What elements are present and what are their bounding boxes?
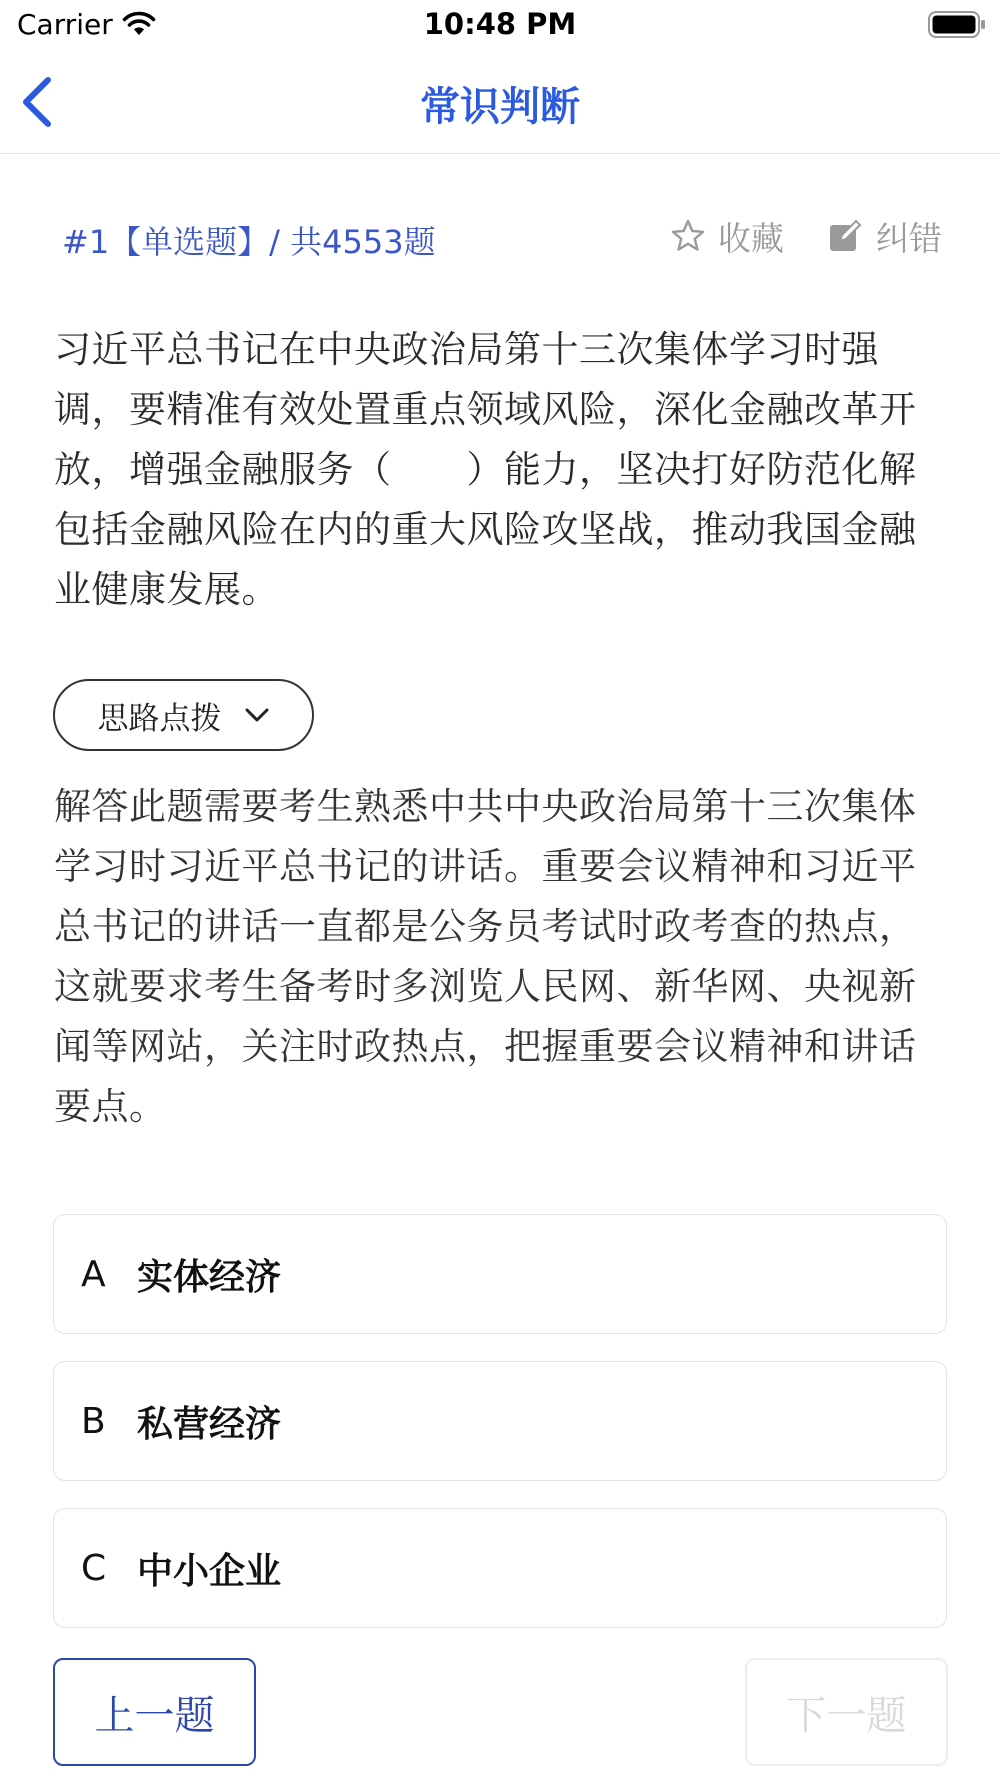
nav-bar (0, 50, 1000, 154)
hint-analysis-text: 解答此题需要考生熟悉中共中央政治局第十三次集体学习时习近平总书记的讲话。重要会议精神和习近平总书记的讲话一直都是公务员考试时政考查的热点，这就要求考生备考时多浏览人民网、新华网、央视新闻等网站，关注时政热点，把握重要会议精神和讲话要点。 (54, 785, 917, 1128)
option-c[interactable] (53, 1508, 947, 1628)
option-text: 中小企业 (137, 1550, 282, 1592)
next-question-button: 下一题 (745, 1658, 948, 1766)
report-error-button[interactable] (828, 214, 942, 258)
battery-icon (928, 11, 986, 38)
question-text: 习近平总书记在中央政治局第十三次集体学习时强调，要精准有效处置重点领域风险，深化金融改革开放，增强金融服务（ ）能力，坚决打好防范化解包括金融风险在内的重大风险攻坚战，推动我国金融业健康发展。 (54, 328, 917, 611)
carrier-label: Carrier (17, 8, 113, 41)
chevron-down-icon (244, 706, 270, 724)
question-meta: #1【单选题】/ 共4553题 (62, 223, 436, 261)
hint-label: 思路点拨 (97, 700, 222, 737)
option-letter: B (81, 1400, 106, 1442)
favorite-button[interactable] (670, 214, 784, 258)
favorite-label: 收藏 (718, 218, 784, 258)
option-letter: C (81, 1547, 107, 1589)
status-time: 10:48 PM (423, 7, 577, 41)
option-text: 私营经济 (137, 1403, 282, 1445)
report-error-label: 纠错 (876, 218, 942, 258)
option-letter: A (81, 1253, 106, 1295)
status-bar (0, 0, 1000, 50)
edit-icon (828, 219, 862, 253)
hint-toggle-button[interactable] (53, 679, 314, 751)
option-a[interactable] (53, 1214, 947, 1334)
previous-question-button[interactable]: 上一题 (53, 1658, 256, 1766)
star-icon (670, 218, 706, 254)
option-b[interactable] (53, 1361, 947, 1481)
option-text: 实体经济 (137, 1256, 282, 1298)
page-title: 常识判断 (420, 84, 580, 130)
